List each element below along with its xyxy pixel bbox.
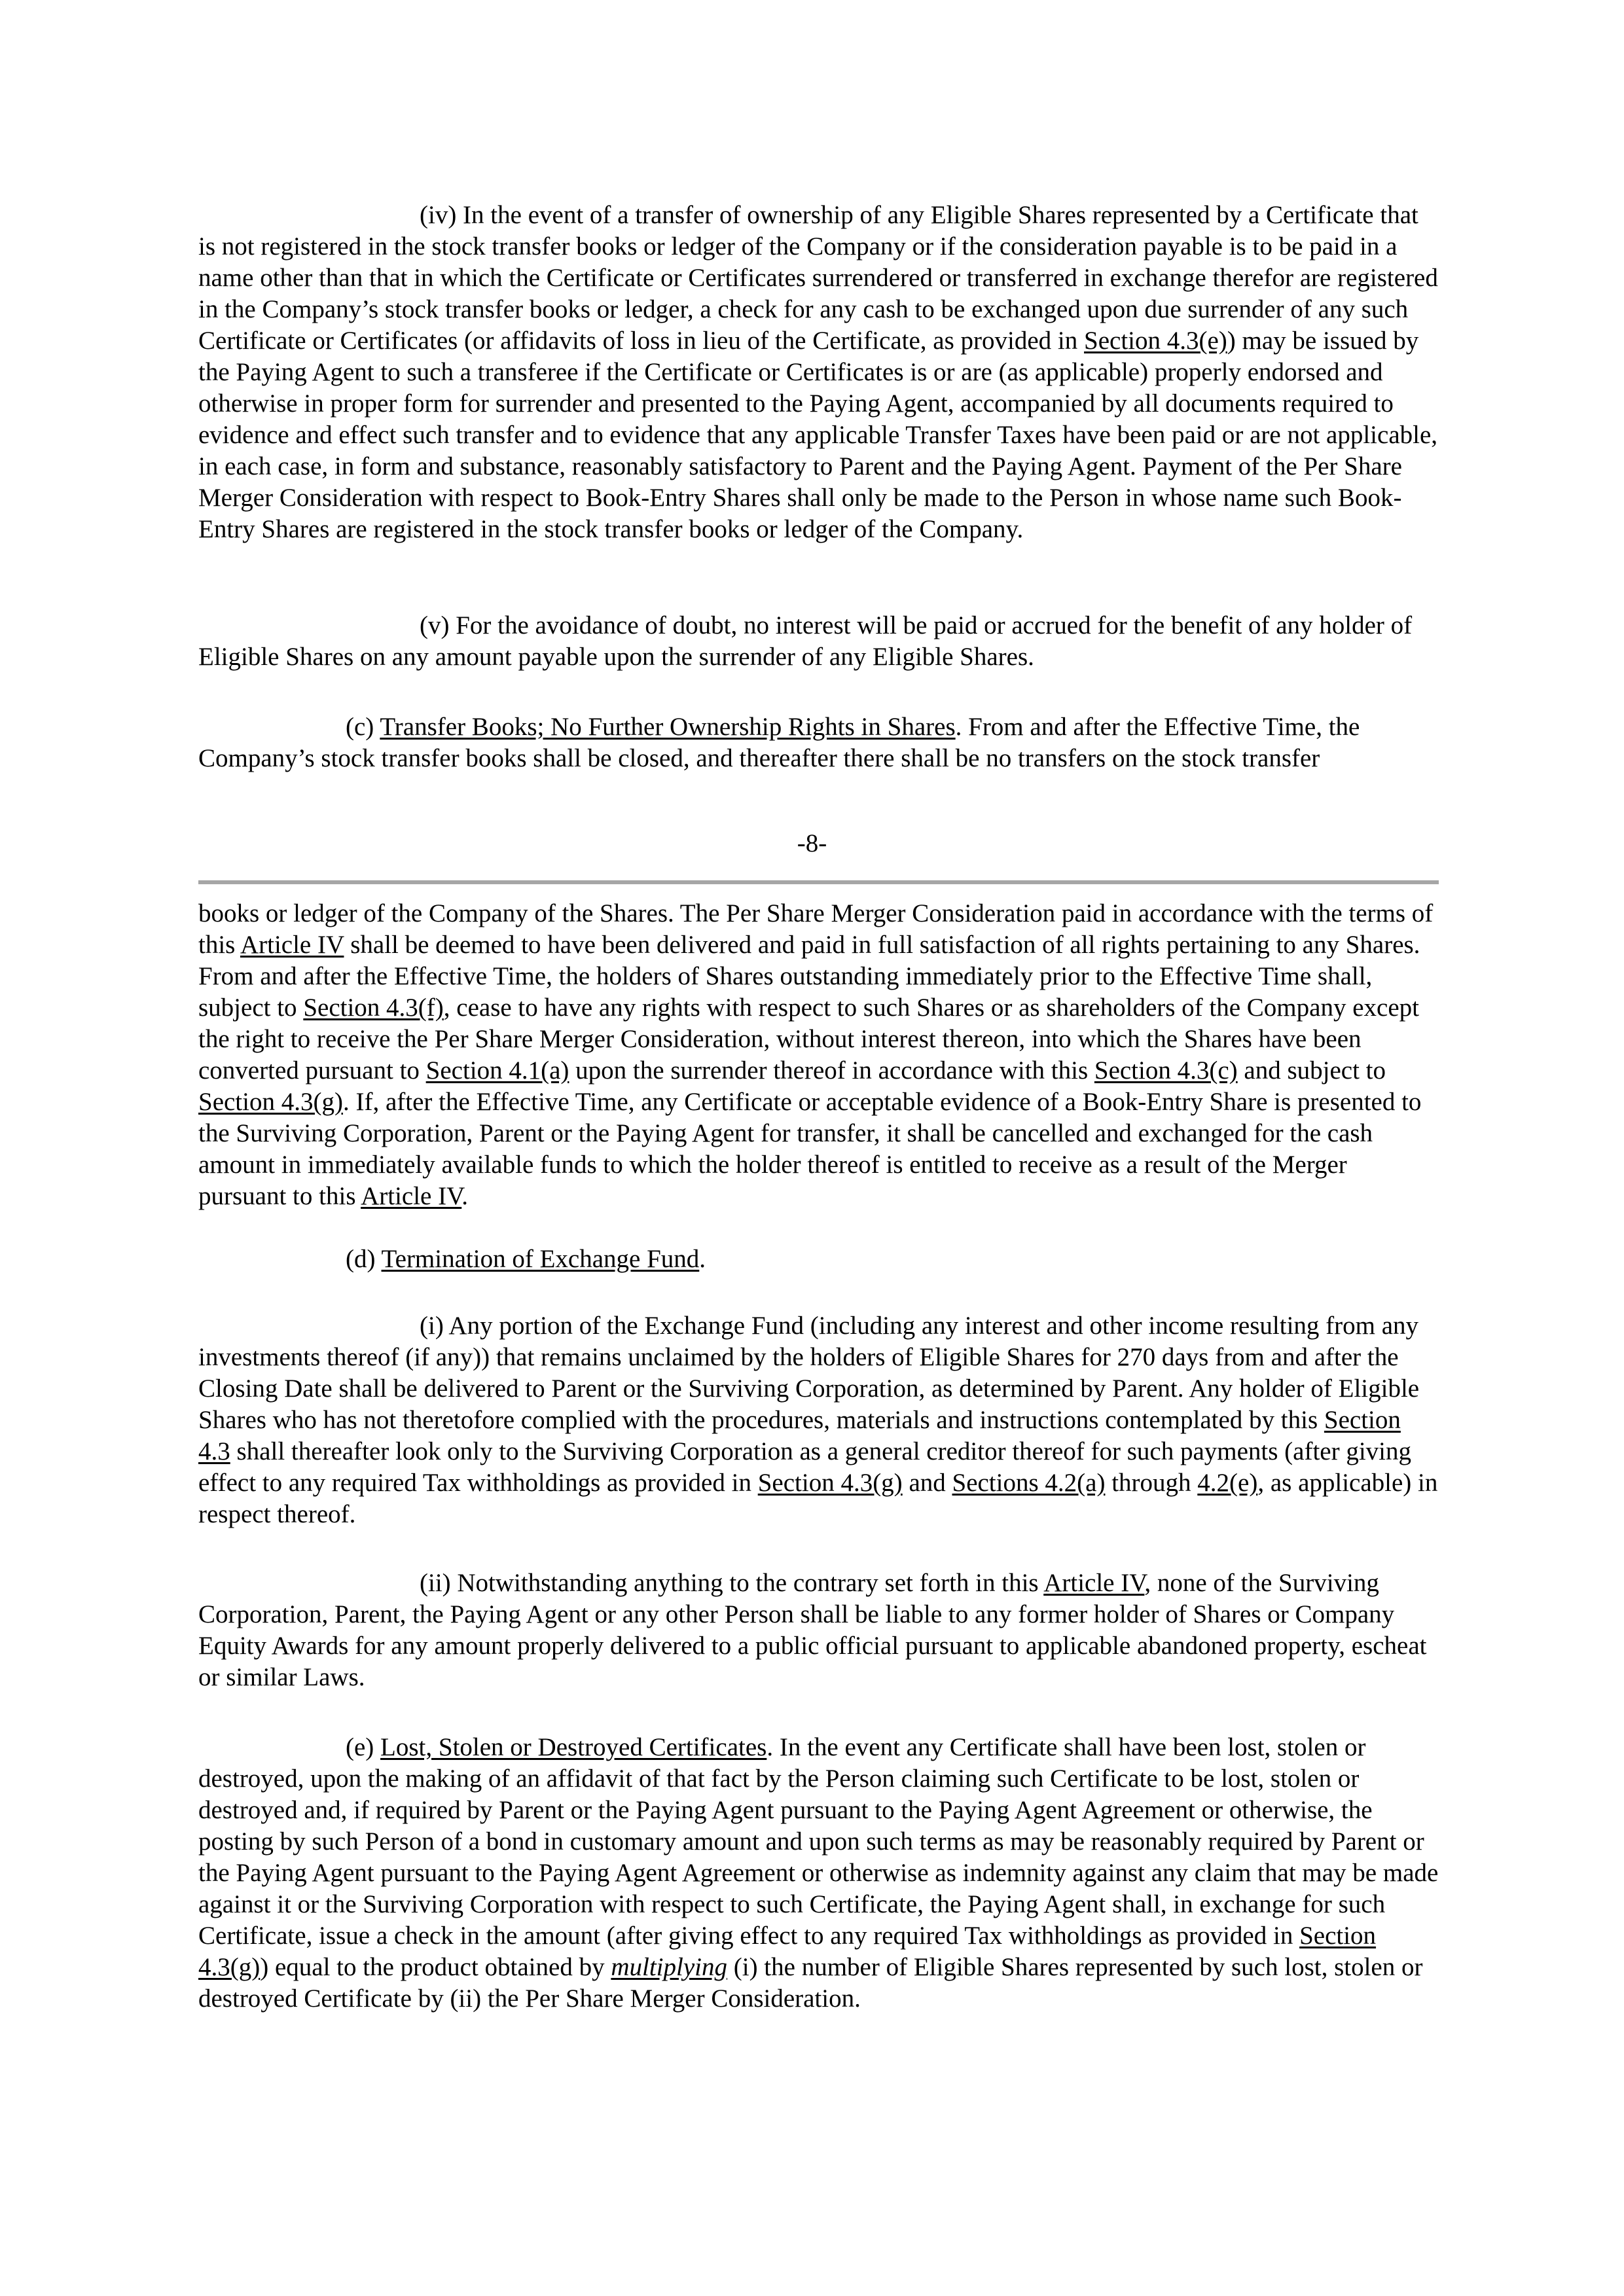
cross-reference: Article IV [1043,1569,1145,1597]
paragraph-v-no-interest [198,610,1439,673]
cross-reference: Section 4.3(c) [1094,1056,1238,1085]
cross-reference: Section 4.3 [198,1406,1401,1465]
text-run: . In the event any Certificate shall have been lost, stolen or destroyed, upon the making of an affidavit of that fact by the Person claiming such Certificate to be lost, stolen or destroyed and, if required by Parent or the Paying Agent pursuant to the Paying Agent Agreement or otherwise, the posting by such Person of a bond in customary amount and upon such terms as may be reasonably required by Parent or the Paying Agent pursuant to the Paying Agent Agreement or otherwise as indemnity against any claim that may be made against it or the Surviving Corporation with respect to such Certificate, the Paying Agent shall, in exchange for such Certificate, issue a check in the amount (after giving effect to any required Tax withholdings as provided in [198,1733,1439,1950]
text-run: ) may be issued by the Paying Agent to such a transferee if the Certificate or Certificates is or are (as applicable) properly endorsed and otherwise in proper form for surrender and presented to the Paying Agent, accompanied by all documents required to evidence and effect such transfer and to evidence that any applicable Transfer Taxes have been paid or are not applicable, in each case, in form and substance, reasonably satisfactory to Parent and the Paying Agent. Payment of the Per Share Merger Consideration with respect to Book-Entry Shares shall only be made to the Person in whose name such Book-Entry Shares are registered in the stock transfer books or ledger of the Company. [198,327,1438,543]
text-run: (e) [346,1733,381,1761]
cross-reference: Article IV [361,1182,462,1210]
page-number: -8- [797,829,827,857]
text-run: . From and after the Effective Time, the Company’s stock transfer books shall be closed, and thereafter there shall be no transfers on the stock transfer [198,713,1360,772]
text-run: , as applicable) in respect thereof. [198,1469,1438,1528]
paragraph-e-lost-certificates [198,1732,1439,2015]
cross-reference: Sections 4.2(a) [952,1469,1106,1497]
cross-reference: Section 4.3(g) [198,1088,343,1116]
text-run: . [699,1245,706,1273]
paragraph-c-continued [198,898,1439,1212]
cross-reference: Section 4.3(e) [1084,327,1227,355]
paragraph-c-transfer-books [198,711,1439,774]
text-run: upon the surrender thereof in accordance with this [569,1056,1094,1085]
text-run: , none of the Surviving Corporation, Parent, the Paying Agent or any other Person shall be liable to any former holder of Shares or Company Equity Awards for any amount properly delivered to a public official pursuant to applicable abandoned property, escheat or similar Laws. [198,1569,1427,1691]
cross-reference: 4.2(e) [1197,1469,1258,1497]
text-run: shall thereafter look only to the Surviving Corporation as a general creditor thereof for such payments (after giving effect to any required Tax withholdings as provided in [198,1437,1412,1497]
text-run: through [1105,1469,1198,1497]
text-run: and [902,1469,952,1497]
cross-reference: Section 4.3(g) [757,1469,903,1497]
text-run: (c) [346,713,380,741]
paragraph-d-ii-no-liability [198,1568,1439,1693]
text-run: and subject to [1237,1056,1386,1085]
cross-reference: Section 4.3(f) [303,994,444,1022]
text-run: (d) [346,1245,382,1273]
text-run: . [461,1182,468,1210]
text-run: (i) Any portion of the Exchange Fund (including any interest and other income resulting from any investments thereof (if any)) that remains unclaimed by the holders of Eligible Shares for 270 days from and after the Closing Date shall be delivered to Parent or the Surviving Corporation, as determined by Parent. Any holder of Eligible Shares who has not theretofore complied with the procedures, materials and instructions contemplated by this [198,1312,1420,1434]
section-heading: Lost, Stolen or Destroyed Certificates [380,1733,767,1761]
section-heading: Termination of Exchange Fund [381,1245,700,1273]
text-run: ) equal to the product obtained by [260,1953,611,1981]
paragraph-d-termination-heading [198,1244,1439,1275]
text-run: . If, after the Effective Time, any Certificate or acceptable evidence of a Book-Entry Share is presented to the Surviving Corporation, Parent or the Paying Agent for transfer, it shall be cancelled and exchanged for the cash amount in immediately available funds to which the holder thereof is entitled to receive as a result of the Merger pursuant to this [198,1088,1422,1210]
text-run: (i) the number of Eligible Shares represented by such lost, stolen or destroyed Certificate by (ii) the Per Share Merger Consideration. [198,1953,1423,2013]
cross-reference: Section 4.1(a) [425,1056,569,1085]
emphasized-term: multiplying [611,1953,727,1981]
page-break-divider [198,880,1439,884]
section-heading: Transfer Books; No Further Ownership Rights in Shares [380,713,956,741]
text-run: (iv) In the event of a transfer of ownership of any Eligible Shares represented by a Certificate that is not registered in the stock transfer books or ledger of the Company or if the consideration payable is to be paid in a name other than that in which the Certificate or Certificates surrendered or transferred in exchange therefor are registered in the Company’s stock transfer books or ledger, a check for any cash to be exchanged upon due surrender of any such Certificate or Certificates (or affidavits of loss in lieu of the Certificate, as provided in [198,201,1438,355]
cross-reference: Section 4.3(g) [198,1922,1377,1981]
paragraph-d-i-unclaimed-funds [198,1310,1439,1530]
text-run: (ii) Notwithstanding anything to the contrary set forth in this [420,1569,1044,1597]
paragraph-iv-transfer-of-ownership [198,200,1439,545]
text-run: books or ledger of the Company of the Shares. The Per Share Merger Consideration paid in accordance with the terms of this [198,899,1434,959]
text-run: (v) For the avoidance of doubt, no interest will be paid or accrued for the benefit of any holder of Eligible Shares on any amount payable upon the surrender of any Eligible Shares. [198,611,1413,671]
text-run: shall be deemed to have been delivered and paid in full satisfaction of all rights pertaining to any Shares. From and after the Effective Time, the holders of Shares outstanding immediately prior to the Effective Time shall, subject to [198,931,1420,1022]
cross-reference: Article IV [240,931,344,959]
text-run: , cease to have any rights with respect to such Shares or as shareholders of the Company except the right to receive the Per Share Merger Consideration, without interest thereon, into which the Shares have been converted pursuant to [198,994,1419,1085]
